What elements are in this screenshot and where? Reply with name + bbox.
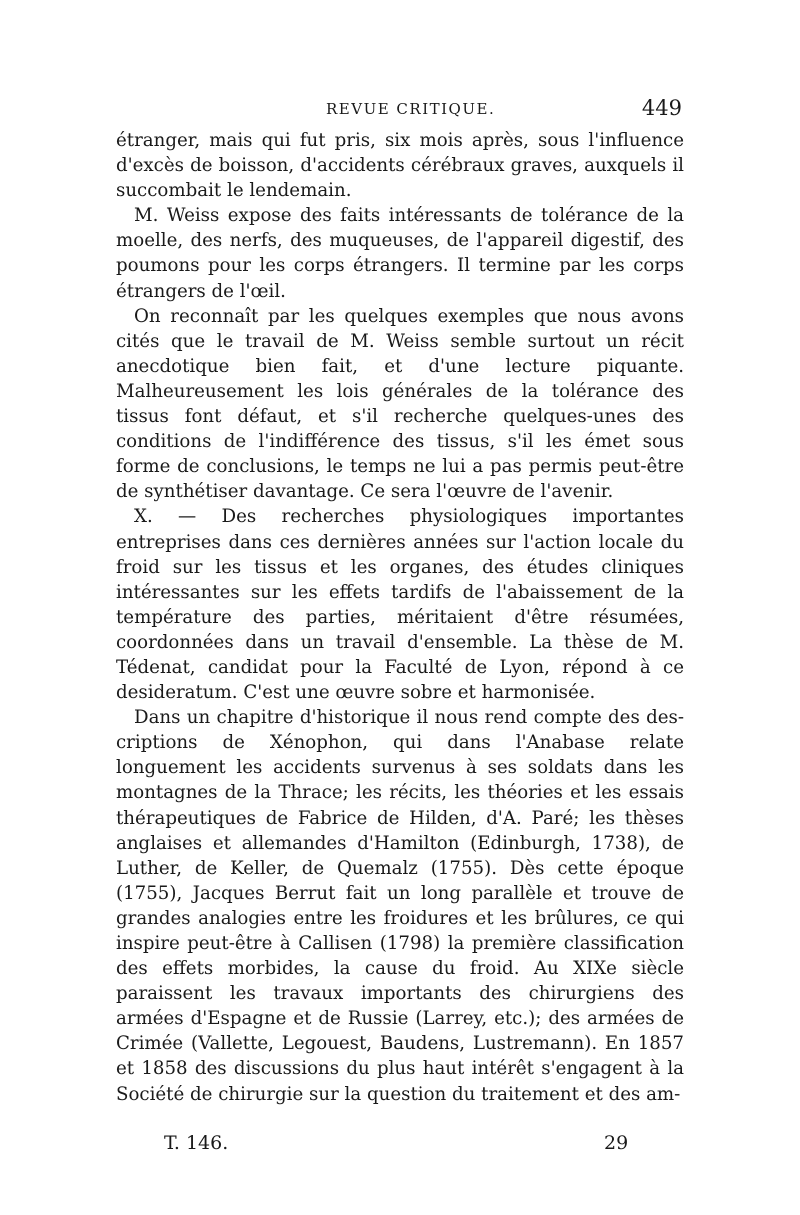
paragraph-historique: Dans un chapitre d'historique il nous rend compte des descriptions de Xénophon, qui dans l'Anabase relate longuement les accidents survenus à ses soldats dans les montagnes de la Thrace; les récits, les théories et les essais thérapeutiques de Fabrice de Hilden, d'A. Paré; les thèses anglaises et allemandes d'Hamilton (Edinburgh, 1738), de Luther, de Keller, de Quemalz (1755). Dès cette époque (1755), Jacques Berrut fait un long parallèle et trouve de grandes analogies entre les froidures et les brûlures, ce qui inspire peut-être à Callisen (1798) la première classification des effets morbides, la cause du froid. Au XIXe siècle paraissent les travaux importants des chirurgiens des armées d'Espagne et de Russie (Larrey, etc.); des armées de Crimée (Vallette, Legouest, Baudens, Lustremann). En 1857 et 1858 des discussions du plus haut intérêt s'engagent à la Société de chirurgie sur la question du traitement et des am- (116, 707, 684, 1105)
paragraph-continued: étranger, mais qui fut pris, six mois après, sous l'influence d'excès de boisson, d'accidents cérébraux graves, auxquels il succombait le lendemain. (116, 130, 684, 202)
running-header (116, 96, 682, 126)
volume-signature: T. 146. (164, 1132, 229, 1154)
sheet-number: 29 (604, 1132, 629, 1154)
page-footer (116, 1132, 682, 1160)
paragraph-weiss-assessment: On reconnaît par les quelques exemples que nous avons cités que le travail de M. Weiss semble surtout un récit anecdotique bien fait, et d'une lecture piquante. Malheureusement les lois générales de la tolérance des tissus font défaut, et s'il recherche quelques-unes des conditions de l'indifférence des tissus, s'il les émet sous forme de conclusions, le temps ne lui a pas permis peut-être de synthétiser davantage. Ce sera l'œuvre de l'avenir. (116, 305, 684, 503)
running-title: REVUE CRITIQUE. (326, 100, 496, 118)
page-number: 449 (641, 96, 682, 120)
paragraph-weiss-tolerance: M. Weiss expose des faits intéressants de tolérance de la moelle, des nerfs, des muqueuses, de l'appareil digestif, des poumons pour les corps étrangers. Il termine par les corps étrangers de l'œil. (116, 205, 684, 302)
body-text (116, 128, 684, 1107)
paragraph-section-x: X. — Des recherches physiologiques importantes entreprises dans ces dernières années sur l'action locale du froid sur les tissus et les organes, des études cliniques intéressantes sur les effets tardifs de l'abaissement de la température des parties, méritaient d'être résumées, coordonnées dans un travail d'ensemble. La thèse de M. Tédenat, candidat pour la Faculté de Lyon, répond à ce desideratum. C'est une œuvre sobre et harmonisée. (116, 506, 684, 704)
